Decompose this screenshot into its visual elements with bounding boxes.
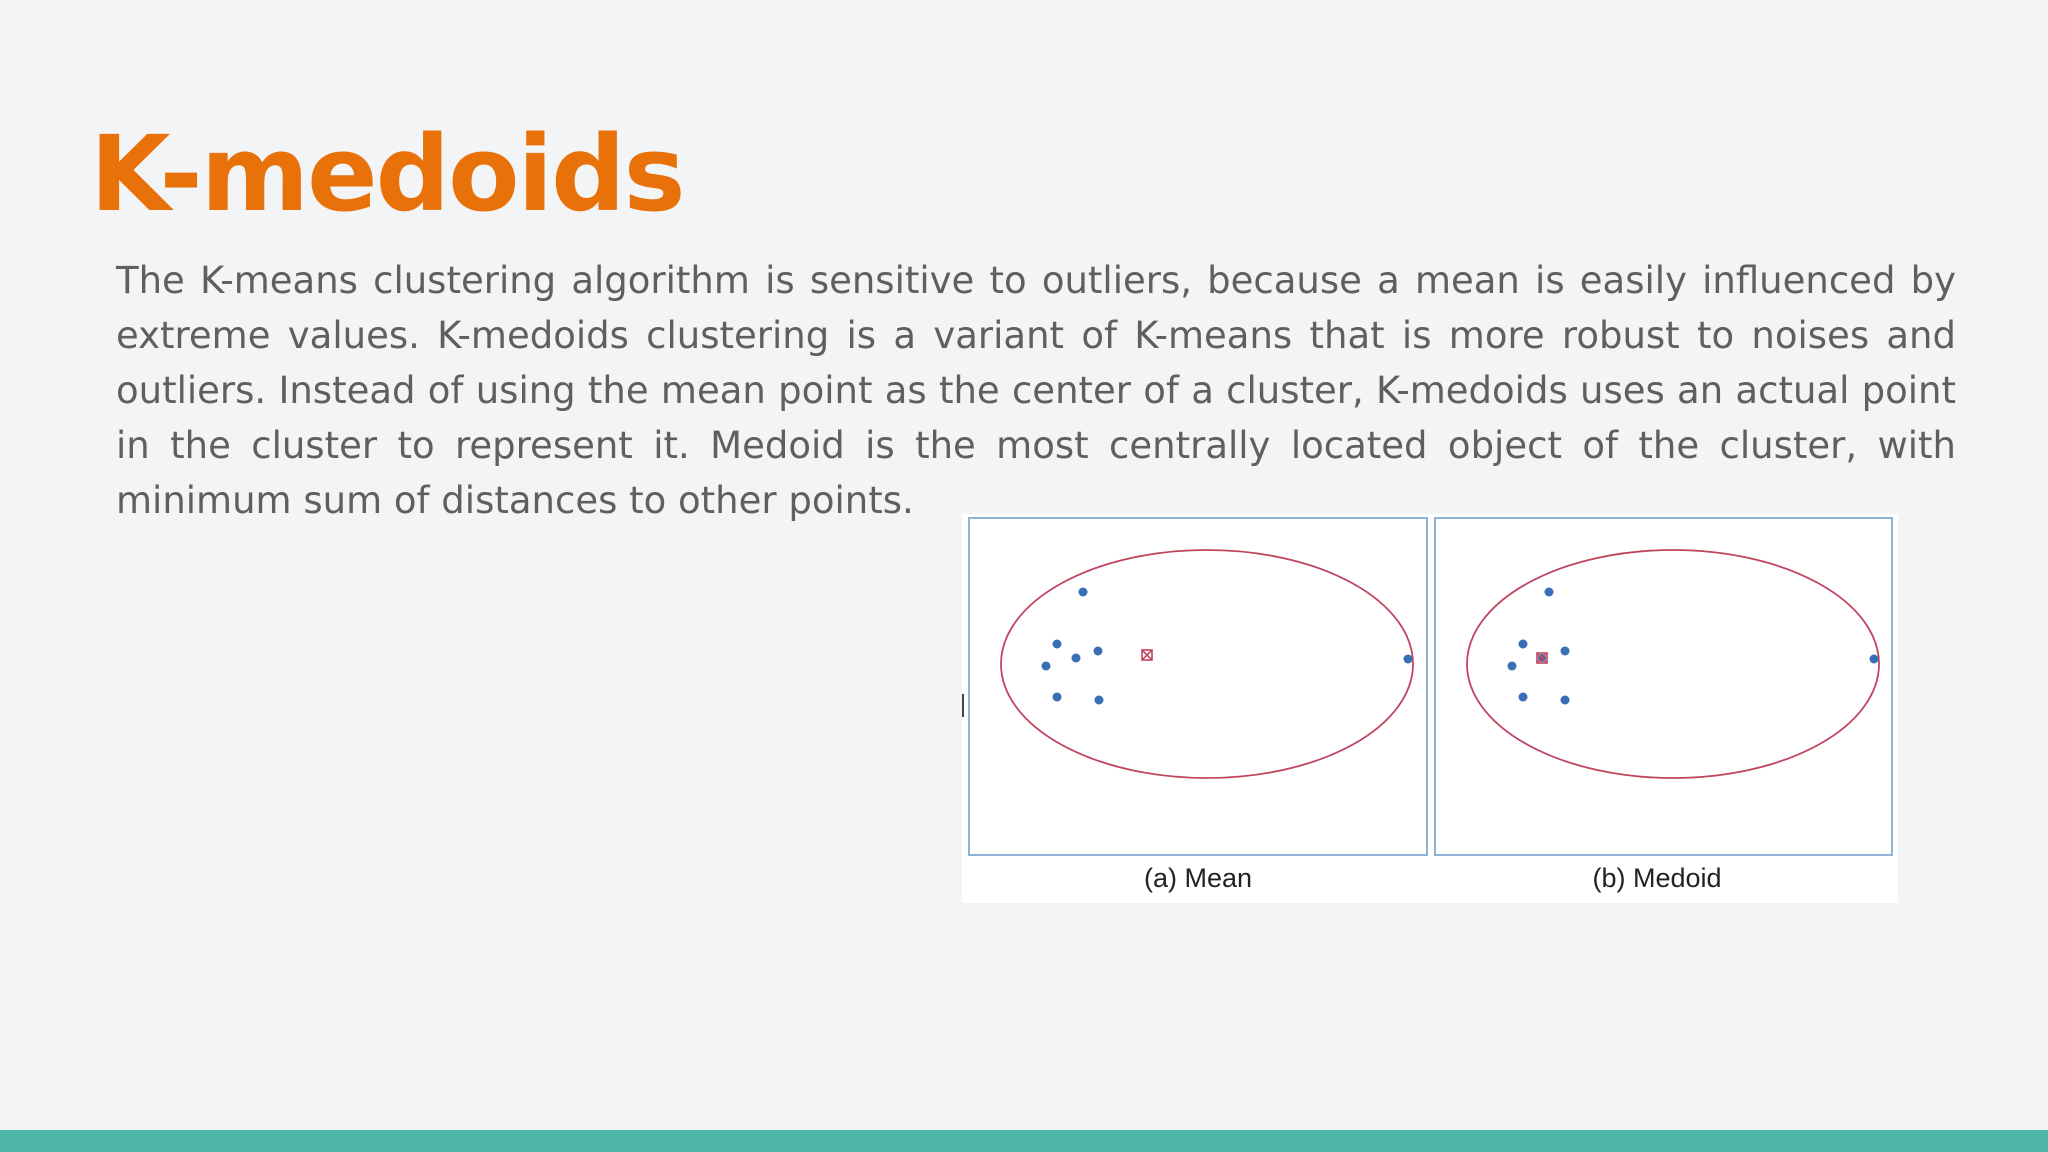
outlier-point — [1404, 655, 1413, 664]
data-point — [1519, 640, 1528, 649]
data-point — [1508, 662, 1517, 671]
panel-medoid-caption: (b) Medoid — [1592, 863, 1722, 893]
bottom-accent-bar — [0, 1130, 2048, 1152]
data-point — [1072, 654, 1081, 663]
data-point — [1519, 693, 1528, 702]
data-point — [1561, 696, 1570, 705]
panel-mean-caption: (a) Mean — [1143, 863, 1253, 893]
slide-title: K-medoids — [90, 113, 684, 235]
data-point — [1042, 662, 1051, 671]
data-point — [1053, 640, 1062, 649]
data-point — [1079, 588, 1088, 597]
data-point — [1053, 693, 1062, 702]
kmeans-vs-kmedoids-figure — [962, 514, 1898, 903]
panel-mean-frame — [969, 518, 1427, 855]
data-point — [1545, 588, 1554, 597]
slide-body-text: The K-means clustering algorithm is sensitive to outliers, because a mean is easily influenced by extreme values. K-medoids clustering is a variant of K-means that is more robust to noises and outliers. Instead of using the mean point as the center of a cluster, K-medoids uses an actual point in the cluster to represent it. Medoid is the most centrally located object of the cluster, with minimum sum of distances to other points. — [116, 259, 1956, 522]
panel-medoid — [1435, 518, 1892, 893]
panel-medoid-frame — [1435, 518, 1892, 855]
data-point — [1094, 647, 1103, 656]
medoid-center-marker — [1537, 653, 1547, 663]
panel-mean — [969, 518, 1427, 893]
data-point — [1095, 696, 1104, 705]
outlier-point — [1870, 655, 1879, 664]
data-point — [1561, 647, 1570, 656]
